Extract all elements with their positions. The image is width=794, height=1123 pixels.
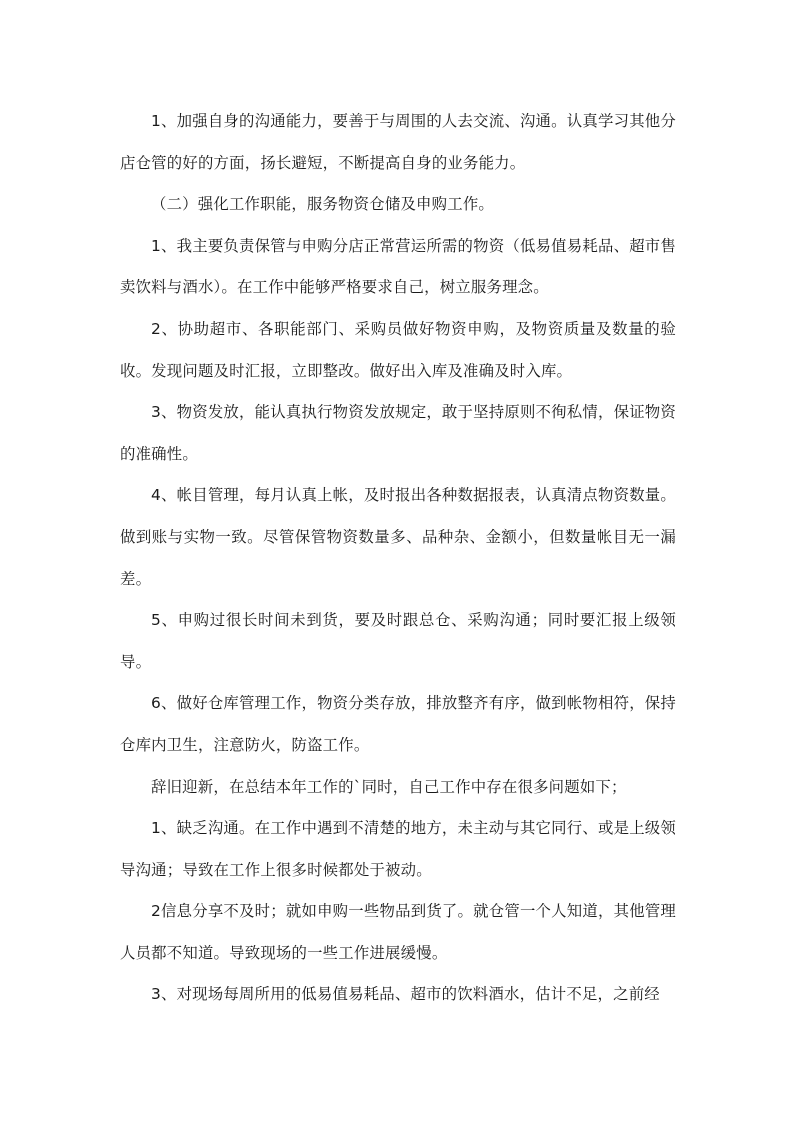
section-heading-strengthen-duties: （二）强化工作职能，服务物资仓储及申购工作。 bbox=[151, 195, 494, 214]
paragraph-lack-of-communication: 1、缺乏沟通。在工作中遇到不清楚的地方，未主动与其它同行、或是上级领导沟通；导致在工作上很多时候都处于被动。 bbox=[120, 819, 676, 879]
paragraph-information-sharing: 2信息分享不及时；就如申购一些物品到货了。就仓管一个人知道，其他管理人员都不知道。导致现场的一些工作进展缓慢。 bbox=[120, 902, 676, 962]
paragraph-follow-up-delivery: 5、申购过很长时间未到货，要及时跟总仓、采购沟通；同时要汇报上级领导。 bbox=[120, 611, 676, 671]
paragraph-account-management: 4、帐目管理，每月认真上帐，及时报出各种数据报表，认真清点物资数量。做到账与实物一致。尽管保管物资数量多、品种杂、金额小，但数量帐目无一漏差。 bbox=[120, 486, 676, 588]
paragraph-material-issue: 3、物资发放，能认真执行物资发放规定，敢于坚持原则不徇私情，保证物资的准确性。 bbox=[120, 403, 676, 463]
document-body bbox=[120, 101, 676, 1016]
paragraph-custody-and-purchase: 1、我主要负责保管与申购分店正常营运所需的物资（低易值易耗品、超市售卖饮料与酒水）。在工作中能够严格要求自己，树立服务理念。 bbox=[120, 236, 676, 297]
paragraph-assist-purchase: 2、协助超市、各职能部门、采购员做好物资申购，及物资质量及数量的验收。发现问题及时汇报，立即整改。做好出入库及准确及时入库。 bbox=[120, 319, 676, 380]
paragraph-consumption-estimate: 3、对现场每周所用的低易值易耗品、超市的饮料酒水，估计不足，之前经 bbox=[151, 985, 660, 1004]
paragraph-improve-communication: 1、加强自身的沟通能力，要善于与周围的人去交流、沟通。认真学习其他分店仓管的好的方面，扬长避短，不断提高自身的业务能力。 bbox=[120, 112, 676, 172]
paragraph-problems-intro: 辞旧迎新，在总结本年工作的`同时，自己工作中存在很多问题如下； bbox=[151, 777, 627, 796]
paragraph-warehouse-management: 6、做好仓库管理工作，物资分类存放，排放整齐有序，做到帐物相符，保持仓库内卫生，注意防火，防盗工作。 bbox=[120, 694, 676, 754]
